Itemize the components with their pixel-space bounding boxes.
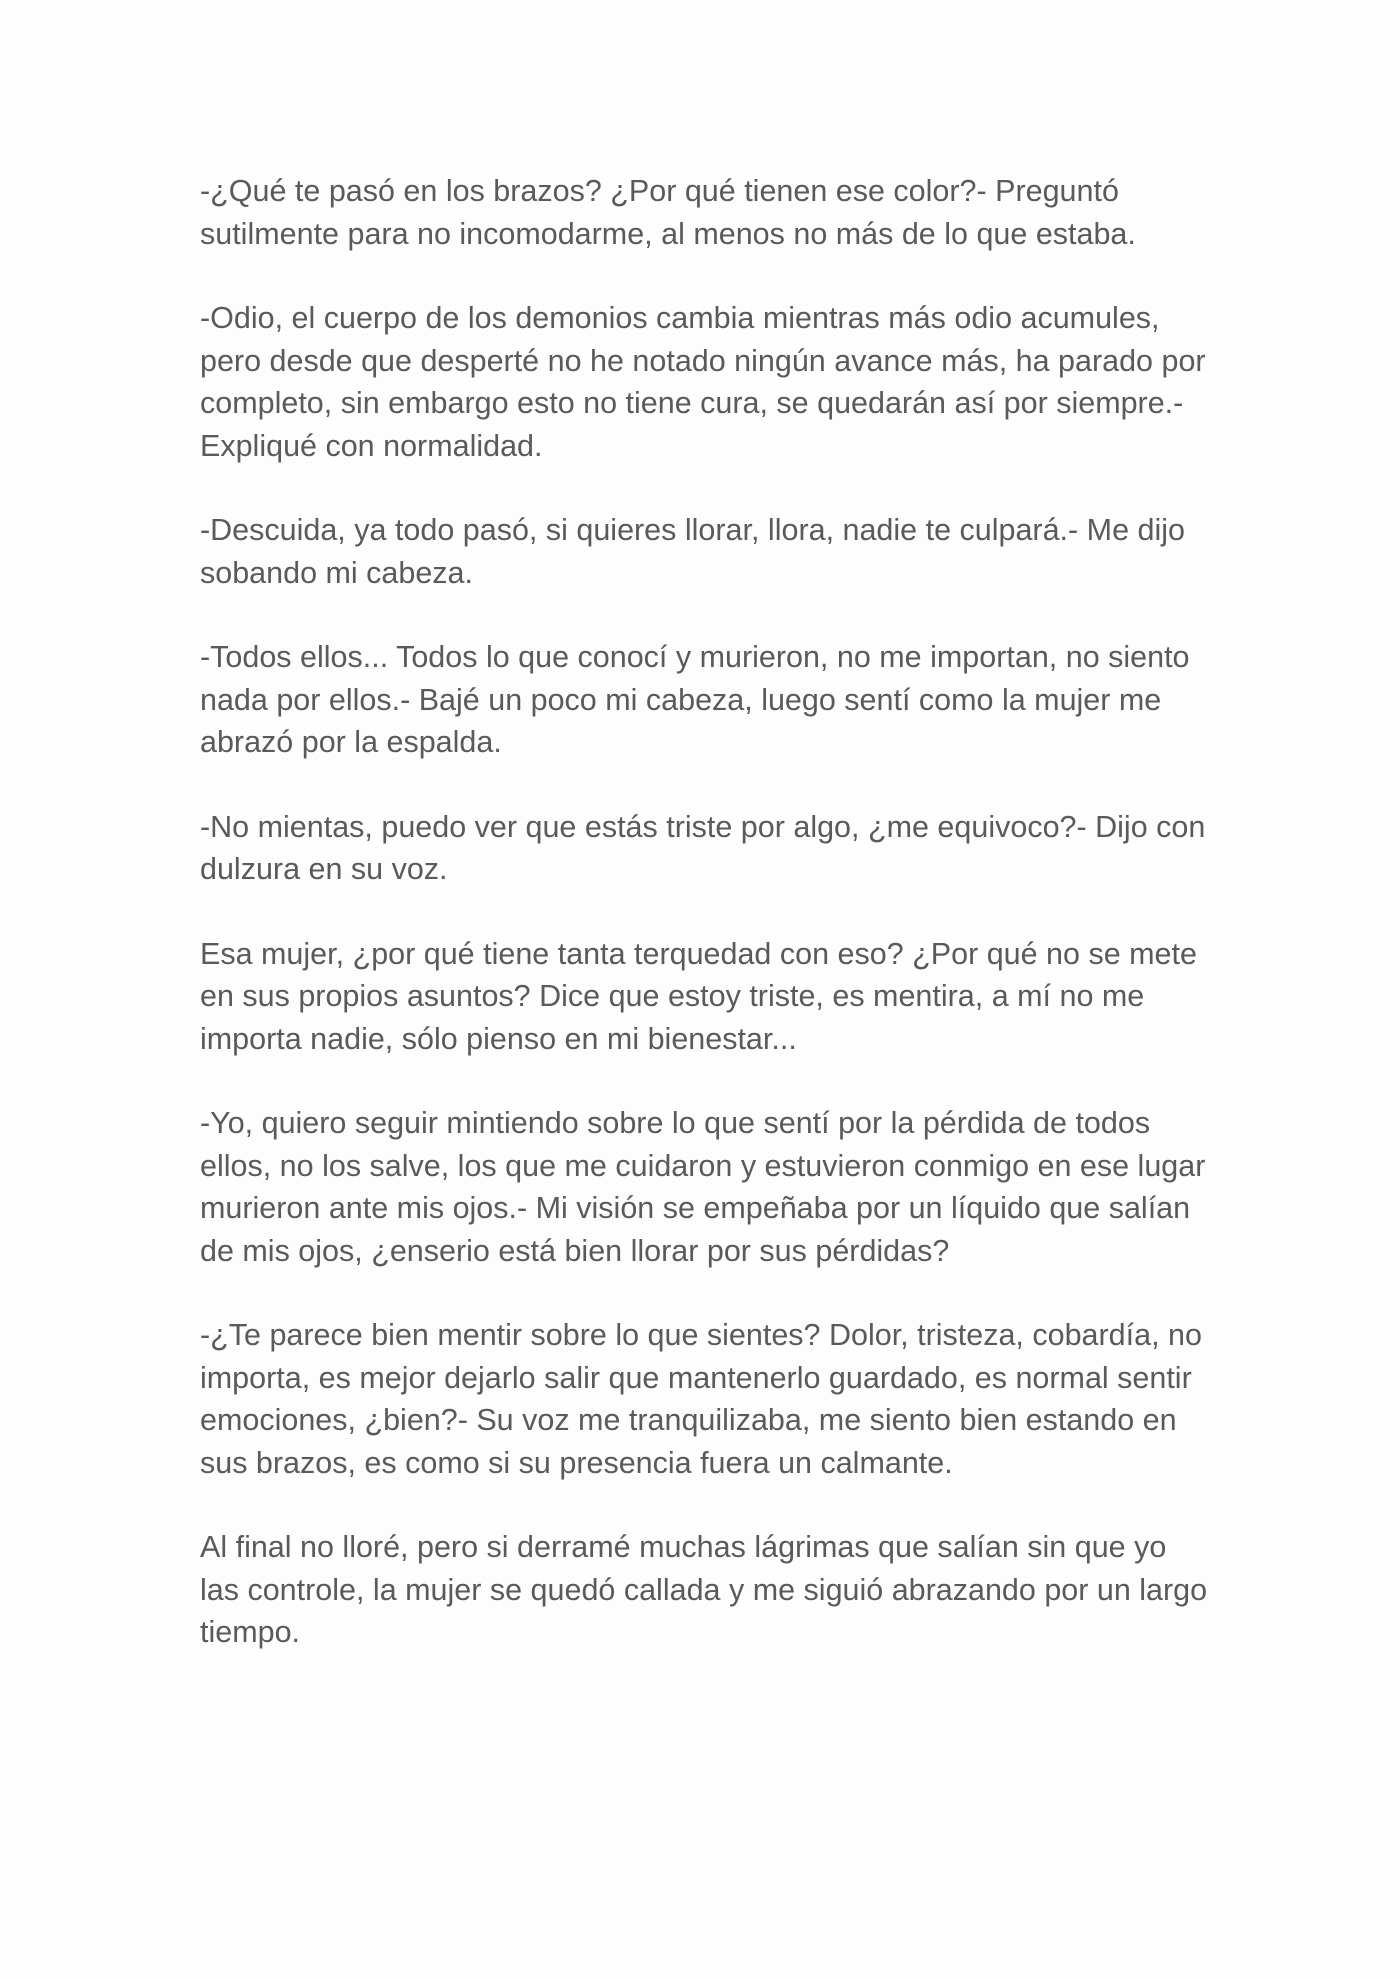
paragraph-6: Esa mujer, ¿por qué tiene tanta terquedad con eso? ¿Por qué no se mete en sus propios asuntos? Dice que estoy triste, es mentira, a mí no me importa nadie, sólo pienso en mi bienestar...: [200, 936, 1197, 1056]
paragraph-7: -Yo, quiero seguir mintiendo sobre lo que sentí por la pérdida de todos ellos, no los salve, los que me cuidaron y estuvieron conmigo en ese lugar murieron ante mis ojos.- Mi visión se empeñaba por un líquido que salían de mis ojos, ¿enserio está bien llorar por sus pérdidas?: [200, 1106, 1206, 1268]
paragraph-5: -No mientas, puedo ver que estás triste por algo, ¿me equivoco?- Dijo con dulzura en su voz.: [200, 809, 1206, 886]
paragraph-8: -¿Te parece bien mentir sobre lo que sientes? Dolor, tristeza, cobardía, no importa, es mejor dejarlo salir que mantenerlo guardado, es normal sentir emociones, ¿bien?- Su voz me tranquilizaba, me siento bien estando en sus brazos, es como si su presencia fuera un calmante.: [200, 1318, 1202, 1480]
paragraph-1: -¿Qué te pasó en los brazos? ¿Por qué tienen ese color?- Preguntó sutilmente para no incomodarme, al menos no más de lo que estaba.: [200, 174, 1136, 251]
paragraph-4: -Todos ellos... Todos lo que conocí y murieron, no me importan, no siento nada por ellos.- Bajé un poco mi cabeza, luego sentí como la mujer me abrazó por la espalda.: [200, 640, 1190, 759]
paragraph-2: -Odio, el cuerpo de los demonios cambia mientras más odio acumules, pero desde que desperté no he notado ningún avance más, ha parado por completo, sin embargo esto no tiene cura, se quedarán así por siempre.- Expliqué con normalidad.: [200, 301, 1206, 463]
paragraph-9: Al final no lloré, pero si derramé muchas lágrimas que salían sin que yo las controle, la mujer se quedó callada y me siguió abrazando por un largo tiempo.: [200, 1530, 1208, 1649]
paragraph-3: -Descuida, ya todo pasó, si quieres llorar, llora, nadie te culpará.- Me dijo sobando mi cabeza.: [200, 513, 1185, 590]
